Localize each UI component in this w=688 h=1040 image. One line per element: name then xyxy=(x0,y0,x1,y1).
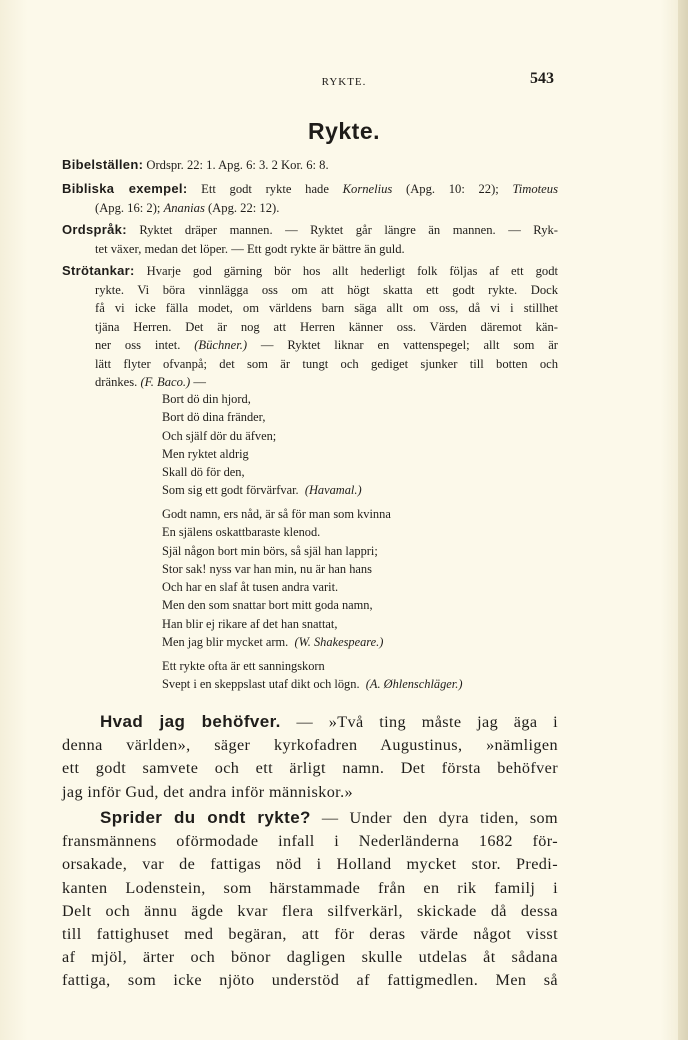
poem-ohlenschlager xyxy=(162,657,462,694)
text-run: Som sig ett godt förvärfvar. xyxy=(162,483,299,498)
section-line: fransmännens oförmodade infall i Nederländerna 1682 för- xyxy=(62,832,558,851)
poem-line: Godt namn, ers nåd, är så för man som kvinna xyxy=(162,507,391,521)
text-run: ner oss intet. xyxy=(95,338,195,352)
text-run: Hvarje god gärning bör hos allt hederligt folk följas af ett godt xyxy=(146,264,558,278)
thoughts-line: få vi icke fälla modet, om världens barn säga allt om oss, då vi i stillhet xyxy=(95,301,558,315)
poem-shakespeare xyxy=(162,505,391,651)
section-line: af mjöl, ärter och bönor dagligen skulle utdelas åt sådana xyxy=(62,948,558,967)
poem-line: Han blir ej rikare af det han snattat, xyxy=(162,616,338,631)
text-run: Ryktet dräper mannen. — Ryktet går längre än mannen. — Ryk- xyxy=(139,223,558,237)
poem-line xyxy=(162,633,391,651)
poem-line: Men den som snattar bort mitt goda namn, xyxy=(162,598,373,613)
section-line: denna världen», säger kyrkofadren Augustinus, »nämligen xyxy=(62,736,558,755)
section-what-i-need xyxy=(62,710,558,804)
poem-line xyxy=(162,481,362,499)
biblical-examples xyxy=(62,180,558,217)
running-head: RYKTE. xyxy=(321,76,367,88)
citation: (W. Shakespeare.) xyxy=(294,635,384,650)
citation: (Büchner.) xyxy=(194,338,248,352)
page-edge-shadow xyxy=(678,0,688,1040)
section-line xyxy=(62,806,558,830)
section-line: kanten Lodenstein, som härstammade från en rik familj i xyxy=(62,878,558,897)
thoughts-line xyxy=(62,373,558,392)
text-run: (Apg. 16: 2); xyxy=(95,200,164,215)
biblical-examples-label: Bibliska exempel: xyxy=(62,181,188,196)
thoughts-label: Strötankar: xyxy=(62,263,135,278)
poem-line xyxy=(162,675,462,693)
biblical-examples-line xyxy=(62,199,558,218)
poem-line: Stor sak! nyss var han min, nu är han hans xyxy=(162,561,372,576)
text-run: (Apg. 10: 22); xyxy=(392,182,513,196)
bible-references-label: Bibelställen: xyxy=(62,157,144,172)
page-number: 543 xyxy=(530,70,554,87)
text-run: — »Två ting måste jag äga i xyxy=(280,713,559,731)
poem-line: Och själf dör du äfven; xyxy=(162,428,277,443)
text-run: — Ryktet liknar en vattenspegel; allt som är xyxy=(247,338,558,352)
thoughts-line xyxy=(62,262,558,281)
section-line: fattiga, som icke njöto understöd af fattigmedlen. Men så xyxy=(62,971,558,990)
section-line: jag inför Gud, det andra inför människor.» xyxy=(62,782,354,801)
text-run: — xyxy=(190,375,206,389)
proverbs xyxy=(62,221,558,258)
poem-line: Skall dö för den, xyxy=(162,465,245,480)
poem-havamal xyxy=(162,390,362,500)
page-title: Rykte. xyxy=(307,118,381,144)
text-run: Svept i en skeppslast utaf dikt och lögn. xyxy=(162,677,360,692)
section-line: ett godt samvete och ett ärligt namn. Det första behöfver xyxy=(62,759,558,778)
poem-line: Men ryktet aldrig xyxy=(162,446,249,461)
poem-line: Själ någon bort min börs, så själ han lappri; xyxy=(162,543,378,558)
proverbs-line: tet växer, medan det löper. — Ett godt rykte är bättre än guld. xyxy=(95,241,405,256)
poem-line: Och har en slaf åt tusen andra varit. xyxy=(162,580,339,595)
section-line: orsakade, var de fattigas nöd i Holland mycket stor. Predi- xyxy=(62,855,558,874)
section-heading: Hvad jag behöfver. xyxy=(100,712,281,731)
poem-line: En själens oskattbaraste klenod. xyxy=(162,525,321,540)
text-run: dränkes. xyxy=(95,375,141,389)
person-name: Timoteus xyxy=(512,182,558,196)
citation: (Havamal.) xyxy=(304,483,362,498)
person-name: Ananias xyxy=(163,200,205,215)
section-line: till fattighuset med begäran, att för deras värde något visst xyxy=(62,925,558,944)
text-run: Men jag blir mycket arm. xyxy=(162,635,289,650)
bible-references xyxy=(62,156,558,175)
thoughts-line: tjäna Herren. Det är nog att Herren känner oss. Värden däremot kän- xyxy=(95,319,558,334)
thoughts-line: rykte. Vi böra vinnlägga oss om att högt skatta ett godt rykte. Dock xyxy=(95,282,558,297)
text-run: (Apg. 22: 12). xyxy=(204,200,280,215)
citation: (F. Baco.) xyxy=(140,375,191,389)
biblical-examples-line xyxy=(62,180,558,199)
proverbs-label: Ordspråk: xyxy=(62,222,127,237)
text-run: Ett godt rykte hade xyxy=(201,182,343,196)
poem-line: Bort dö din hjord, xyxy=(162,392,251,406)
proverbs-line xyxy=(62,221,558,240)
person-name: Kornelius xyxy=(342,182,393,196)
poem-line: Ett rykte ofta är ett sanningskorn xyxy=(162,659,325,673)
text-run: — Under den dyra tiden, som xyxy=(310,809,558,827)
scattered-thoughts xyxy=(62,262,558,392)
section-spreading-rumors xyxy=(62,806,558,993)
thoughts-line xyxy=(62,336,558,355)
section-line: Delt och ännu ägde kvar flera silfverkärl, skickade då dessa xyxy=(62,901,558,920)
bible-references-text: Ordspr. 22: 1. Apg. 6: 3. 2 Kor. 6: 8. xyxy=(146,158,329,172)
thoughts-line: lätt flyter ofvanpå; det som är tungt och gediget sjunker till botten och xyxy=(95,356,558,371)
section-line xyxy=(62,710,558,734)
poem-line: Bort dö dina fränder, xyxy=(162,410,266,425)
citation: (A. Øhlenschläger.) xyxy=(365,677,463,692)
section-heading: Sprider du ondt rykte? xyxy=(100,808,311,827)
